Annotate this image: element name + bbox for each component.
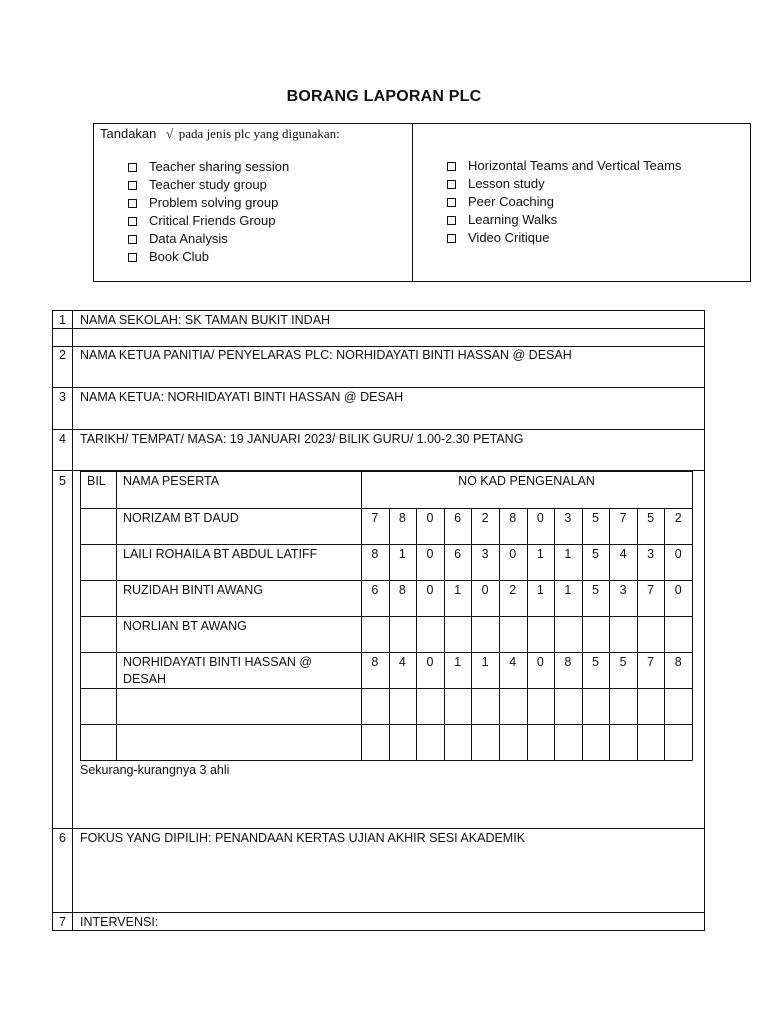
instruction-body: pada jenis plc yang digunakan:	[178, 126, 340, 141]
participant-name: NORLIAN BT AWANG	[123, 619, 247, 633]
page-title: BORANG LAPORAN PLC	[286, 88, 482, 105]
checkmark-symbol: √	[166, 126, 174, 141]
ic-digit: 0	[536, 655, 544, 669]
ic-digit: 4	[398, 655, 406, 669]
participant-name: LAILI ROHAILA BT ABDUL LATIFF	[123, 547, 318, 561]
ic-digit: 1	[564, 547, 572, 561]
section-number: 3	[59, 390, 66, 404]
instruction-prefix: Tandakan	[100, 126, 157, 141]
ic-digit: 6	[454, 511, 462, 525]
ic-digit: 1	[398, 547, 406, 561]
plc-option-label: Teacher study group	[149, 177, 267, 192]
ic-digit: 0	[426, 547, 434, 561]
ic-digit: 7	[647, 655, 655, 669]
ic-digit: 8	[371, 547, 379, 561]
plc-option-label: Book Club	[149, 249, 209, 264]
ic-digit: 2	[674, 511, 682, 525]
ic-digit: 3	[481, 547, 489, 561]
ic-digit: 1	[536, 547, 544, 561]
ic-digit: 0	[509, 547, 517, 561]
ic-digit: 0	[674, 583, 682, 597]
ic-digit: 1	[564, 583, 572, 597]
ic-digit: 6	[454, 547, 462, 561]
ic-digit: 5	[647, 511, 655, 525]
ic-digit: 0	[426, 655, 434, 669]
plc-option-label: Data Analysis	[149, 231, 228, 246]
ic-digit: 8	[509, 511, 517, 525]
section-number: 5	[59, 474, 66, 488]
ic-digit: 2	[481, 511, 489, 525]
ic-digit: 7	[371, 511, 379, 525]
plc-option-label: Critical Friends Group	[149, 213, 276, 228]
plc-option-label: Horizontal Teams and Vertical Teams	[468, 158, 682, 173]
school-name: NAMA SEKOLAH: SK TAMAN BUKIT INDAH	[80, 313, 331, 327]
section-number: 1	[59, 313, 66, 327]
participant-name: NORHIDAYATI BINTI HASSAN @	[123, 655, 313, 669]
ic-digit: 8	[371, 655, 379, 669]
ic-digit: 1	[481, 655, 489, 669]
section-number: 4	[59, 432, 66, 446]
plc-option-label: Problem solving group	[149, 195, 279, 210]
ic-digit: 3	[564, 511, 572, 525]
ic-digit: 7	[647, 583, 655, 597]
section-number: 2	[59, 348, 66, 362]
participant-name: DESAH	[123, 672, 167, 686]
ic-digit: 8	[398, 583, 406, 597]
ic-digit: 8	[674, 655, 682, 669]
ic-digit: 4	[619, 547, 627, 561]
ic-digit: 8	[398, 511, 406, 525]
header-name: NAMA PESERTA	[123, 474, 220, 488]
plc-option-label: Teacher sharing session	[149, 159, 290, 174]
ic-digit: 5	[591, 547, 599, 561]
ic-digit: 1	[454, 583, 462, 597]
ic-digit: 5	[619, 655, 627, 669]
ic-digit: 6	[371, 583, 379, 597]
header-ic: NO KAD PENGENALAN	[458, 474, 595, 488]
minimum-members-note: Sekurang-kurangnya 3 ahli	[80, 763, 230, 777]
ic-digit: 3	[647, 547, 655, 561]
plc-option-label: Lesson study	[468, 176, 545, 191]
ic-digit: 4	[509, 655, 517, 669]
plc-option-label: Video Critique	[468, 230, 550, 245]
ic-digit: 3	[619, 583, 627, 597]
ic-digit: 0	[674, 547, 682, 561]
ic-digit: 0	[536, 511, 544, 525]
section-number: 7	[59, 915, 66, 929]
chosen-focus: FOKUS YANG DIPILIH: PENANDAAN KERTAS UJIAN AKHIR SESI AKADEMIK	[80, 831, 526, 845]
ic-digit: 0	[426, 583, 434, 597]
ic-digit: 5	[591, 511, 599, 525]
header-bil: BIL	[87, 474, 106, 488]
ic-digit: 0	[426, 511, 434, 525]
ic-digit: 5	[591, 655, 599, 669]
ic-digit: 0	[481, 583, 489, 597]
plc-option-label: Learning Walks	[468, 212, 558, 227]
intervention: INTERVENSI:	[80, 915, 159, 929]
ic-digit: 2	[509, 583, 517, 597]
participant-name: NORIZAM BT DAUD	[123, 511, 239, 525]
plc-leader: NAMA KETUA: NORHIDAYATI BINTI HASSAN @ DESAH	[80, 390, 404, 404]
ic-digit: 1	[454, 655, 462, 669]
ic-digit: 8	[564, 655, 572, 669]
plc-coordinator: NAMA KETUA PANITIA/ PENYELARAS PLC: NORHIDAYATI BINTI HASSAN @ DESAH	[80, 348, 572, 362]
ic-digit: 7	[619, 511, 627, 525]
plc-option-label: Peer Coaching	[468, 194, 554, 209]
date-place-time: TARIKH/ TEMPAT/ MASA: 19 JANUARI 2023/ BILIK GURU/ 1.00-2.30 PETANG	[80, 432, 524, 446]
ic-digit: 1	[536, 583, 544, 597]
section-number: 6	[59, 831, 66, 845]
ic-digit: 5	[591, 583, 599, 597]
participant-name: RUZIDAH BINTI AWANG	[123, 583, 264, 597]
